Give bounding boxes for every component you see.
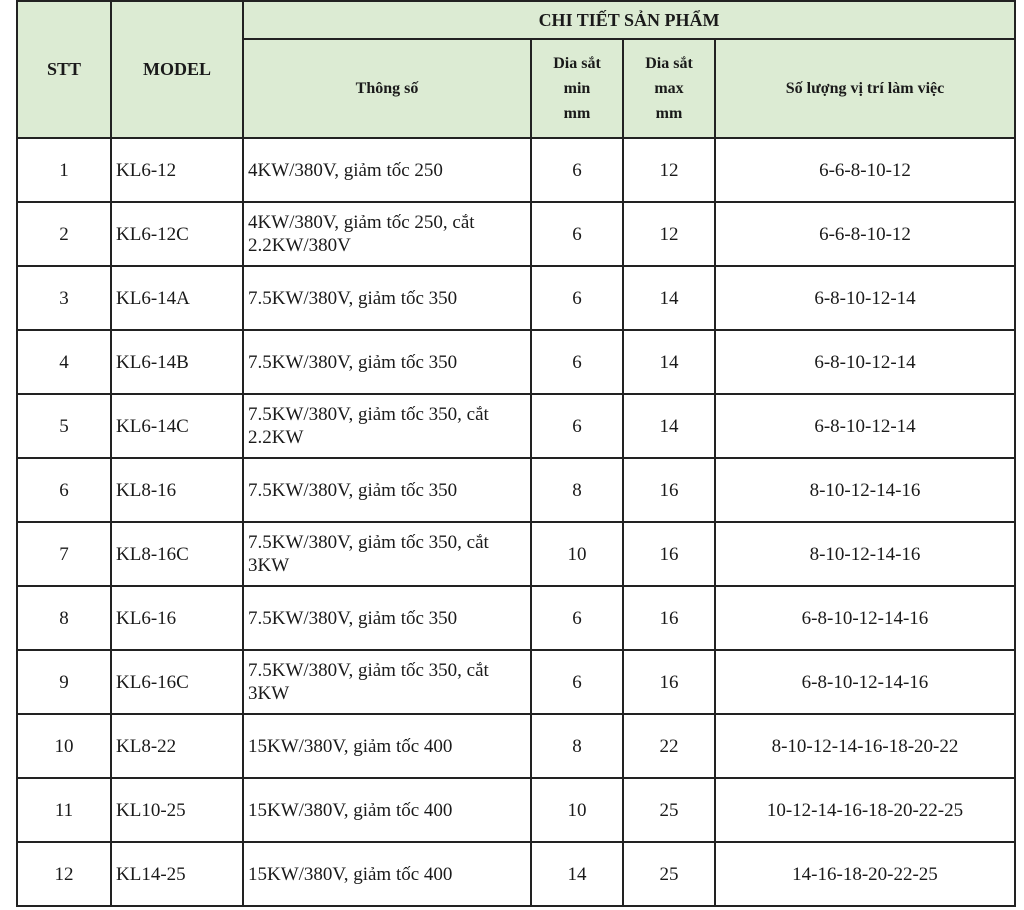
cell-spec: 7.5KW/380V, giảm tốc 350 (243, 458, 531, 522)
table-row (17, 330, 1015, 394)
cell-positions: 6-8-10-12-14 (715, 394, 1015, 458)
cell-model: KL6-16C (111, 650, 243, 714)
cell-dia-max: 12 (623, 138, 715, 202)
cell-dia-max: 25 (623, 842, 715, 906)
cell-model: KL10-25 (111, 778, 243, 842)
cell-model: KL6-16 (111, 586, 243, 650)
header-model: MODEL (111, 1, 243, 138)
cell-positions: 10-12-14-16-18-20-22-25 (715, 778, 1015, 842)
cell-spec: 7.5KW/380V, giảm tốc 350 (243, 586, 531, 650)
cell-dia-max: 14 (623, 266, 715, 330)
cell-dia-max: 16 (623, 458, 715, 522)
cell-spec: 15KW/380V, giảm tốc 400 (243, 842, 531, 906)
cell-positions: 8-10-12-14-16 (715, 458, 1015, 522)
table-row (17, 586, 1015, 650)
table-row (17, 778, 1015, 842)
cell-stt: 12 (17, 842, 111, 906)
table-row (17, 714, 1015, 778)
cell-model: KL14-25 (111, 842, 243, 906)
header-positions: Số lượng vị trí làm việc (715, 39, 1015, 138)
header-product-details: CHI TIẾT SẢN PHẨM (243, 1, 1015, 39)
cell-stt: 10 (17, 714, 111, 778)
cell-stt: 5 (17, 394, 111, 458)
cell-stt: 11 (17, 778, 111, 842)
cell-stt: 8 (17, 586, 111, 650)
cell-dia-min: 6 (531, 330, 623, 394)
cell-dia-max: 16 (623, 586, 715, 650)
cell-dia-min: 8 (531, 714, 623, 778)
table-row (17, 394, 1015, 458)
cell-dia-min: 8 (531, 458, 623, 522)
cell-dia-max: 14 (623, 394, 715, 458)
cell-model: KL8-16C (111, 522, 243, 586)
cell-positions: 6-8-10-12-14 (715, 330, 1015, 394)
cell-dia-min: 6 (531, 202, 623, 266)
cell-stt: 9 (17, 650, 111, 714)
cell-dia-max: 25 (623, 778, 715, 842)
cell-dia-max: 14 (623, 330, 715, 394)
cell-model: KL6-14C (111, 394, 243, 458)
table-row (17, 266, 1015, 330)
table-row (17, 138, 1015, 202)
cell-model: KL6-14A (111, 266, 243, 330)
cell-spec: 15KW/380V, giảm tốc 400 (243, 778, 531, 842)
table-row (17, 842, 1015, 906)
cell-model: KL8-22 (111, 714, 243, 778)
table-row (17, 202, 1015, 266)
cell-positions: 8-10-12-14-16-18-20-22 (715, 714, 1015, 778)
cell-positions: 6-8-10-12-14 (715, 266, 1015, 330)
cell-dia-max: 16 (623, 650, 715, 714)
cell-model: KL8-16 (111, 458, 243, 522)
cell-spec: 7.5KW/380V, giảm tốc 350, cắt 3KW (243, 522, 531, 586)
header-dia-max: Dia sắt max mm (623, 39, 715, 138)
cell-spec: 7.5KW/380V, giảm tốc 350, cắt 3KW (243, 650, 531, 714)
product-table-container (16, 0, 1018, 910)
cell-spec: 4KW/380V, giảm tốc 250, cắt 2.2KW/380V (243, 202, 531, 266)
cell-dia-min: 6 (531, 394, 623, 458)
header-stt: STT (17, 1, 111, 138)
cell-positions: 6-8-10-12-14-16 (715, 650, 1015, 714)
cell-dia-max: 22 (623, 714, 715, 778)
cell-stt: 4 (17, 330, 111, 394)
header-dia-min: Dia sắt min mm (531, 39, 623, 138)
product-spec-table (16, 0, 1016, 907)
cell-dia-min: 6 (531, 650, 623, 714)
cell-spec: 15KW/380V, giảm tốc 400 (243, 714, 531, 778)
cell-dia-min: 14 (531, 842, 623, 906)
cell-stt: 6 (17, 458, 111, 522)
cell-dia-min: 6 (531, 138, 623, 202)
cell-model: KL6-12C (111, 202, 243, 266)
cell-stt: 1 (17, 138, 111, 202)
cell-dia-min: 6 (531, 586, 623, 650)
cell-positions: 6-6-8-10-12 (715, 138, 1015, 202)
cell-spec: 7.5KW/380V, giảm tốc 350 (243, 330, 531, 394)
cell-positions: 6-6-8-10-12 (715, 202, 1015, 266)
cell-positions: 6-8-10-12-14-16 (715, 586, 1015, 650)
cell-stt: 3 (17, 266, 111, 330)
table-body (17, 138, 1015, 906)
cell-dia-min: 6 (531, 266, 623, 330)
cell-positions: 8-10-12-14-16 (715, 522, 1015, 586)
cell-stt: 2 (17, 202, 111, 266)
table-row (17, 650, 1015, 714)
cell-spec: 7.5KW/380V, giảm tốc 350 (243, 266, 531, 330)
cell-spec: 7.5KW/380V, giảm tốc 350, cắt 2.2KW (243, 394, 531, 458)
cell-dia-min: 10 (531, 778, 623, 842)
table-row (17, 458, 1015, 522)
cell-dia-max: 16 (623, 522, 715, 586)
table-row (17, 522, 1015, 586)
cell-model: KL6-14B (111, 330, 243, 394)
cell-positions: 14-16-18-20-22-25 (715, 842, 1015, 906)
cell-dia-max: 12 (623, 202, 715, 266)
cell-model: KL6-12 (111, 138, 243, 202)
cell-spec: 4KW/380V, giảm tốc 250 (243, 138, 531, 202)
header-spec: Thông số (243, 39, 531, 138)
cell-stt: 7 (17, 522, 111, 586)
cell-dia-min: 10 (531, 522, 623, 586)
